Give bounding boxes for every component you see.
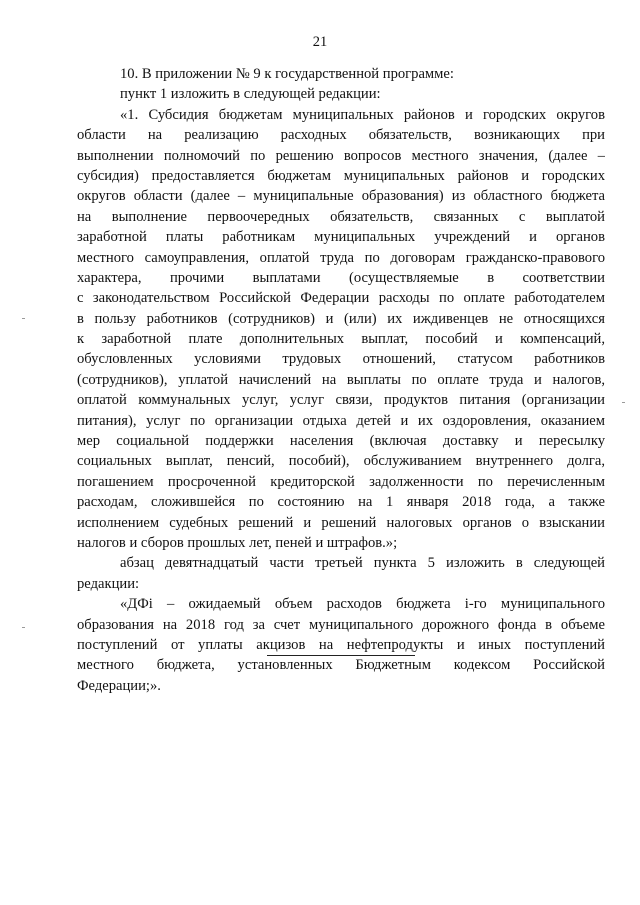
text-line: Федерации;». [77, 677, 161, 694]
text-line: расходам, сложившейся по состоянию на 1 января 2018 года, а также [77, 494, 605, 511]
text-line: 10. В приложении № 9 к государственной программе: [120, 66, 454, 82]
text-line: «1. Субсидия бюджетам муниципальных районов и городских округов [120, 106, 605, 123]
text-line: местного бюджета, установленных Бюджетным кодексом Российской [77, 657, 605, 674]
margin-mark [22, 627, 25, 628]
text-line: области на реализацию расходных обязательств, возникающих при [77, 127, 605, 144]
text-line: исполнением судебных решений и решений налоговых органов о взыскании [77, 514, 605, 531]
text-line: на выполнение первоочередных обязательств, связанных с выплатой [77, 208, 605, 225]
text-line: (сотрудников), уплатой начислений на выплаты по оплате труда и налогов, [77, 371, 605, 388]
text-line: «ДФі – ожидаемый объем расходов бюджета і-го муниципального [120, 596, 605, 613]
text-line: оплатой коммунальных услуг, услуг связи, продуктов питания (организации [77, 392, 605, 409]
margin-mark [22, 318, 25, 319]
text-line: поступлений от уплаты акцизов на нефтепродукты и иных поступлений [77, 636, 605, 653]
text-line: выполнении полномочий по решению вопросов местного значения, (далее – [77, 147, 605, 164]
text-line: абзац девятнадцатый части третьей пункта 5 изложить в следующей [120, 555, 605, 572]
text-line: заработной платы работникам муниципальных учреждений и органов [77, 229, 605, 246]
text-line: редакции: [77, 575, 140, 592]
text-line: образования на 2018 год за счет муниципального дорожного фонда в объеме [77, 616, 605, 633]
text-line: субсидия) предоставляется бюджетам муниципальных районов и городских [77, 167, 605, 184]
text-line: в пользу работников (сотрудников) и (или) их иждивенцев не относящихся [77, 310, 605, 327]
text-line: налогов и сборов прошлых лет, пеней и штрафов.»; [77, 534, 398, 551]
text-line: к заработной плате дополнительных выплат, пособий и компенсаций, [77, 331, 605, 348]
text-line: местного самоуправления, оплатой труда по договорам гражданско-правового [77, 249, 605, 266]
document-body [77, 64, 605, 696]
text-line: пункт 1 изложить в следующей редакции: [120, 86, 381, 103]
margin-mark [622, 402, 625, 403]
page-number: 21 [312, 34, 328, 50]
text-line: погашением просроченной кредиторской задолженности по перечисленным [77, 473, 605, 490]
text-line: округов области (далее – муниципальные образования) из областного бюджета [77, 188, 605, 205]
text-line: с законодательством Российской Федерации расходы по оплате работодателем [77, 290, 605, 307]
text-line: характера, прочими выплатами (осуществляемые в соответствии [77, 269, 605, 286]
text-line: социальных выплат, пенсий, пособий), обслуживанием внутреннего долга, [77, 453, 605, 470]
end-of-text-rule [267, 655, 415, 656]
text-line: обусловленных условиями трудовых отношений, статусом работников [77, 351, 605, 368]
text-line: питания), услуг по организации отдыха детей и их оздоровления, оказанием [77, 412, 605, 429]
text-line: мер социальной поддержки населения (включая доставку и пересылку [77, 433, 605, 450]
